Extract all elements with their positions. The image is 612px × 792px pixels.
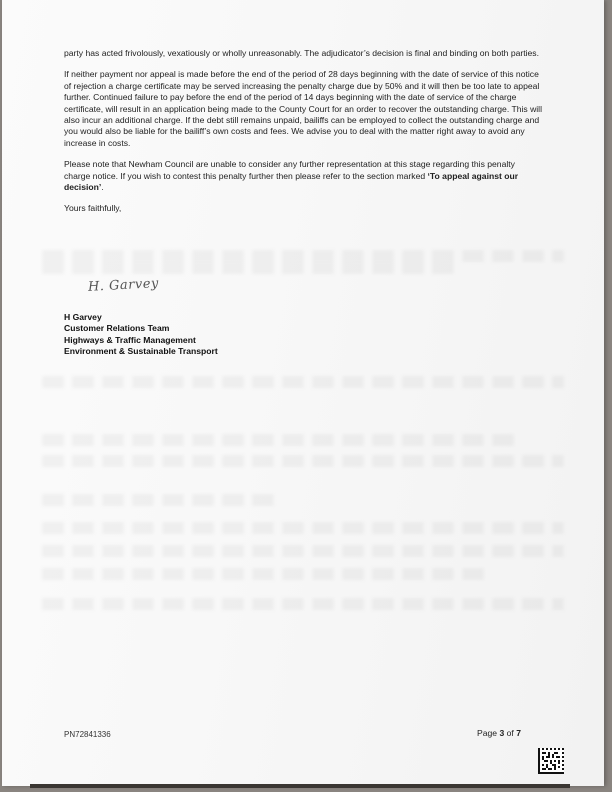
show-through-text — [42, 376, 564, 388]
paragraph-no-further-representation — [64, 159, 542, 193]
show-through-text — [42, 250, 564, 262]
page-total: 7 — [516, 728, 521, 738]
show-through-text — [42, 262, 454, 274]
letter-body — [64, 48, 542, 225]
page-of: of — [506, 728, 514, 738]
appeal-section-reference: ‘To appeal against our decision’ — [64, 170, 519, 193]
show-through-text — [42, 568, 484, 580]
paragraph-adjudicator: party has acted frivolously, vexatiously or wholly unreasonably. The adjudicator’s decision is final and binding on both parties. — [64, 48, 539, 58]
signatory-block — [64, 312, 218, 358]
paragraph-text: Please note that Newham Council are unable to consider any further representation at this stage regarding this penalty charge notice. If you wish to contest this penalty further then please refer to the section marked — [64, 159, 515, 181]
show-through-text — [42, 494, 274, 506]
pcn-reference: PN72841336 — [64, 730, 111, 739]
handwritten-signature: H. Garvey — [87, 276, 160, 295]
closing: Yours faithfully, — [64, 203, 122, 214]
show-through-text — [42, 522, 564, 534]
signatory-department: Highways & Traffic Management — [64, 334, 196, 345]
signatory-directorate: Environment & Sustainable Transport — [64, 346, 218, 357]
page-current: 3 — [499, 728, 505, 738]
scan-edge — [30, 784, 570, 788]
signatory-team: Customer Relations Team — [64, 323, 170, 334]
page-number — [477, 728, 521, 738]
show-through-text — [42, 545, 564, 557]
show-through-text — [42, 598, 564, 610]
paragraph-payment-warning: If neither payment nor appeal is made before the end of the period of 28 days beginning with the date of service of this notice of rejection a charge certificate may be served increasing the penalty charge due by 50% and it will then be too late to appeal further. Continued failure to pay before the end of the period of 14 days beginning with the date of service of the charge certificate, will result in an application being made to the County Court for an order to recover the outstanding charge. This will also incur an additional charge. If the debt still remains unpaid, bailiffs can be employed to collect the outstanding charge and you would also be liable for the bailiff’s own costs and fees. We advise you to deal with the matter right away to avoid any increase in costs. — [64, 69, 543, 148]
signatory-name: H Garvey — [64, 312, 102, 322]
datamatrix-barcode-icon — [538, 748, 564, 774]
show-through-text — [42, 434, 514, 446]
show-through-text — [42, 455, 564, 467]
page-label: Page — [477, 728, 498, 738]
paragraph-end: . — [101, 182, 104, 193]
